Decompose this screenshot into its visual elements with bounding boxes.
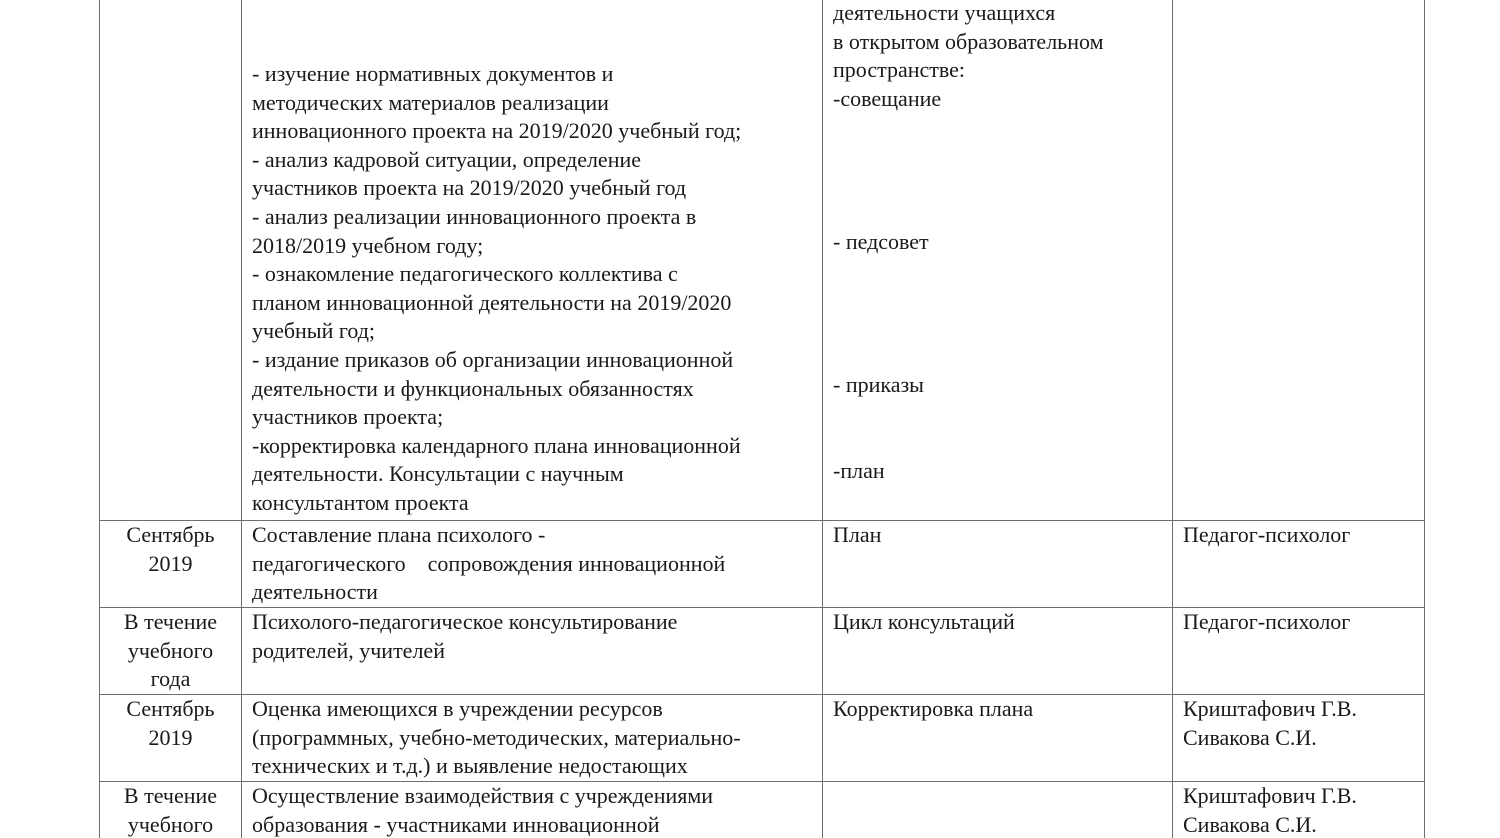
activity-line: - изучение нормативных документов и (252, 61, 614, 86)
table-row (100, 695, 1425, 782)
form-cell (823, 695, 1173, 782)
activity-line: - анализ реализации инновационного проекта в (252, 203, 697, 229)
responsible-line: Педагог-психолог (1183, 522, 1351, 547)
responsible-line: Криштафович Г.В. (1183, 696, 1357, 721)
activity-cell (242, 521, 823, 608)
date-line: В течение (123, 783, 218, 808)
date-cell (100, 695, 242, 782)
activity-line: Психолого-педагогическое консультирование (252, 609, 678, 634)
spacer (833, 285, 1172, 314)
form-line: пространстве: (833, 57, 966, 83)
date-line: В течение (123, 609, 218, 634)
activity-line: Составление плана психолого - (252, 522, 546, 547)
form-line: - приказы (833, 371, 924, 397)
table-row (100, 521, 1425, 608)
activity-line: Осуществление взаимодействия с учреждениями (252, 783, 714, 808)
form-cell (823, 608, 1173, 695)
spacer (833, 256, 1172, 285)
date-cell (100, 0, 242, 521)
form-line: -план (833, 457, 885, 483)
innovation-plan-table (99, 0, 1425, 838)
responsible-cell (1173, 608, 1425, 695)
spacer (833, 399, 1172, 428)
responsible-line: Сивакова С.И. (1183, 811, 1317, 837)
form-cell (823, 0, 1173, 521)
responsible-cell (1173, 0, 1425, 521)
spacer (833, 142, 1172, 171)
activity-line: 2018/2019 учебном году; (252, 232, 484, 258)
spacer (833, 428, 1172, 457)
table-row (100, 782, 1425, 838)
form-line: Цикл консультаций (833, 609, 1015, 634)
activity-line: участников проекта; (252, 404, 444, 430)
activity-line: инновационного проекта на 2019/2020 учебный год; (252, 118, 742, 144)
date-line: года (150, 666, 191, 692)
activity-line: Оценка имеющихся в учреждении ресурсов (252, 696, 663, 721)
date-line: Сентябрь (126, 522, 215, 547)
form-line: Корректировка плана (833, 696, 1034, 721)
activity-line: -корректировка календарного плана инновационной (252, 432, 741, 458)
spacer (833, 171, 1172, 200)
activity-cell (242, 0, 823, 521)
date-line: 2019 (148, 724, 193, 750)
activity-line: деятельности (252, 579, 378, 605)
spacer (833, 113, 1172, 142)
activity-line: учебный год; (252, 318, 375, 344)
activity-line: педагогического сопровождения инновационной (252, 550, 726, 576)
date-cell (100, 782, 242, 838)
activity-line: деятельности и функциональных обязанностях (252, 375, 694, 401)
responsible-cell (1173, 695, 1425, 782)
activity-line: методических материалов реализации (252, 89, 609, 115)
activity-cell (242, 782, 823, 838)
activity-line: образования - участниками инновационной (252, 811, 660, 837)
date-cell (100, 521, 242, 608)
date-cell (100, 608, 242, 695)
spacer (833, 199, 1172, 228)
spacer (833, 314, 1172, 343)
responsible-line: Сивакова С.И. (1183, 724, 1317, 750)
responsible-cell (1173, 521, 1425, 608)
responsible-line: Криштафович Г.В. (1183, 783, 1357, 808)
activity-line: (программных, учебно-методических, материально- (252, 724, 741, 750)
date-line: Сентябрь (126, 696, 215, 721)
activity-line: - издание приказов об организации инновационной (252, 346, 734, 372)
activity-line: - анализ кадровой ситуации, определение (252, 146, 642, 172)
activity-line: - ознакомление педагогического коллектива с (252, 261, 678, 287)
table-row (100, 0, 1425, 521)
form-line: деятельности учащихся (833, 0, 1056, 25)
activity-line: технических и т.д.) и выявление недостающих (252, 753, 688, 779)
form-line: План (833, 522, 882, 547)
spacer (833, 342, 1172, 371)
activity-line: родителей, учителей (252, 637, 445, 663)
activity-cell (242, 608, 823, 695)
responsible-line: Педагог-психолог (1183, 609, 1351, 634)
form-cell (823, 782, 1173, 838)
date-line: учебного (127, 637, 214, 663)
activity-cell (242, 695, 823, 782)
date-line: 2019 (148, 550, 193, 576)
activity-line: участников проекта на 2019/2020 учебный год (252, 175, 687, 201)
form-line: -совещание (833, 85, 942, 111)
activity-line: деятельности. Консультации с научным (252, 461, 624, 487)
table-row (100, 608, 1425, 695)
form-cell (823, 521, 1173, 608)
form-line: в открытом образовательном (833, 28, 1104, 54)
responsible-cell (1173, 782, 1425, 838)
form-line: - педсовет (833, 228, 929, 254)
activity-line: планом инновационной деятельности на 2019/2020 (252, 289, 732, 315)
activity-line: консультантом проекта (252, 489, 469, 515)
date-line: учебного (127, 811, 214, 837)
